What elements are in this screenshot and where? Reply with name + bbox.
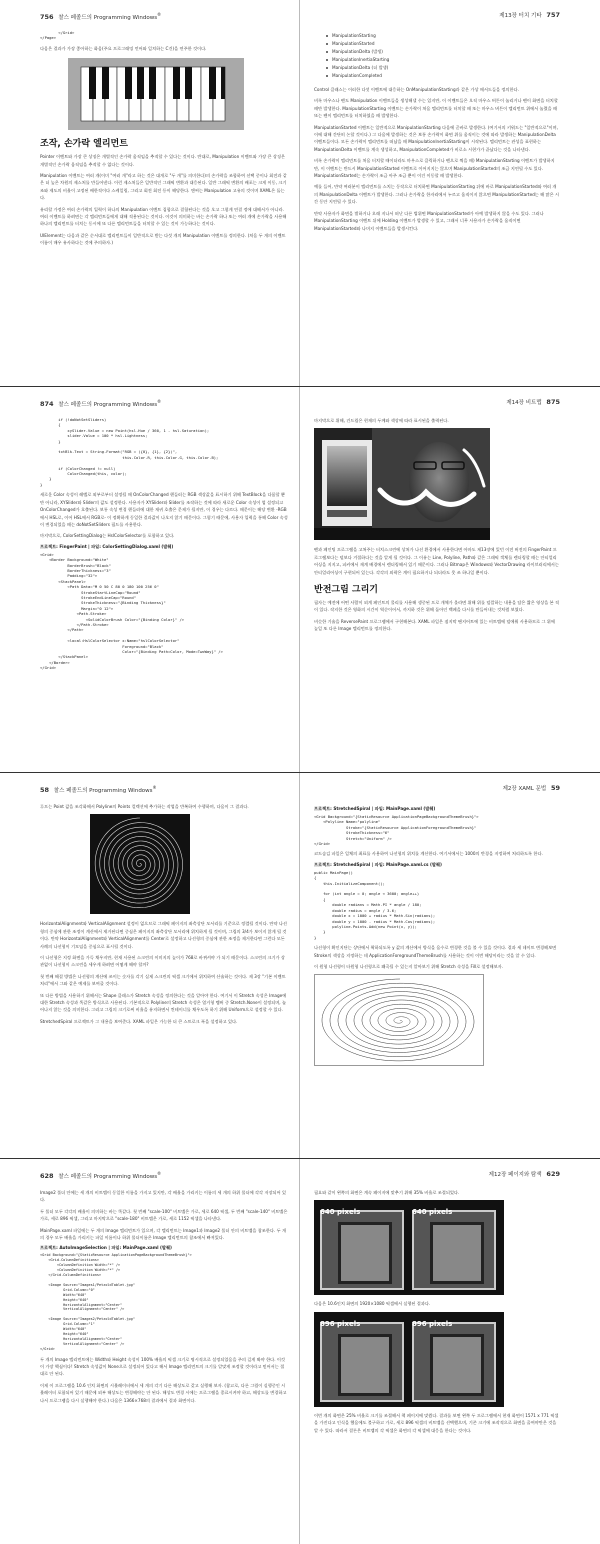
body-paragraph: 비슷한 기술을 ReversePaint 프로그램에서 구현해본다. XAML 파일은 점지막 팬지어트에 있는 비트맵에 덮에워 사용하므로 그 위에 높일 또 다른 Image 엘리먼트를 정의한다. [314, 618, 555, 632]
page-header [314, 387, 560, 417]
spiral-graphic [90, 814, 190, 914]
spiral-line [322, 979, 474, 1061]
trademark-mark: ® [157, 399, 162, 404]
resolution-label: 896 pixels [320, 1319, 361, 1328]
body-paragraph: 또 다른 방법을 사용하기 위해서는 Shape 클래스가 Stretch 속성을 정의한다는 것을 알아야 한다. 여기서 이 Stretch 속성은 Image에 대한 Stretch 속성과 똑같은 방식으로 사용된다. 기본적으로 Polyline의 Stretch 속성은 열거형 멤버 중 Stretch.None이 설정되며, 늘어나지 않는 것을 의미한다. 그러고 그림의 크기로써 비율을 유지하면서 컨테이너를 채우도록 하기 위해 Uniform으로 설정할 수 있다. [40, 992, 287, 1013]
body-paragraph: Control 클래스는 이러한 다섯 이벤트에 대응하는 OnManipulationStarting과 같은 가상 메서드들을 정의한다. [314, 87, 519, 92]
page-875 [300, 387, 600, 772]
book-title: 찰스 페졸드의 Programming Windows [53, 787, 153, 794]
photo-frame [338, 1334, 392, 1396]
chapter-title: 제13장 터치 기타 [499, 13, 542, 19]
page-59 [300, 773, 600, 1158]
body-paragraph: 필요와 같이 왼쪽의 화면은 계속 폐이지에 맞추기 위해 35% 비율로 조절되었다. [314, 1190, 460, 1195]
page-header [314, 773, 560, 803]
resolution-label: 896 pixels [412, 1319, 453, 1328]
body-paragraph: StretchedSpiral 프로젝트가 그 내용을 보여준다. XAML 파일은 가능한 더 큰 스트로크 폭을 설정하고 있다. [40, 1018, 238, 1024]
body-paragraph: 새로운 Color 속성이 레벨로 외부로부터 설정될 때 OnColorChanged 핸들러는 RGB 색상값을 표시하기 위해 TextBlock을 다룸할 뿐만 아니라, XYSlider와 Slider의 값도 설정한다. 사용자가 XYSlider와 Slider를 조작하는 것에 따라 새로운 Color 속성이 업 설정되고 OnColorChanged가 호출된다. 보통 속성 변경 핸들러에 대한 재귀 호출은 문제가 될지만, 이 경우는 다르다. 때문이는 해당 변환 -RGB에서 HSL로, 이어 HSL에서 RGB로- 이 정확하게 동일한 결과값이 나오지 않기 때문이다. 그렇기 때문에, 사용자 입력을 통해 Color 속성이 변경되었을 때는 doNotSetSliders 필드를 사용한다. [40, 492, 288, 527]
trademark-mark: ® [157, 12, 162, 17]
page-number: 59 [550, 784, 560, 792]
body-paragraph: Manipulation 이벤트는 여러 개(이미 "여러 개"라고 하는 것은 대개로 "두 개"를 의미한다)의 손가락을 조합하여 선택 중이나 회전과 같은 더 높은 차원의 제스처를 만들어낸다. 이런 제스처들은 일반적인 그래픽 변환과 대응된다. 일반 그래픽 변환의 배포는 크게 이동, 크기조와 제도의 비율이 고정된 배한적이다 스케일링, 그리고 회전 회전 등이 해당한다. 앤씨는 Manipulation 고유의 것이며 XAML은 돕는다. [40, 173, 287, 201]
tablet-photo-right [412, 1210, 496, 1290]
code-caption: 프로젝트: FingerPaint | 파일: ColorSettingDialog.xaml (발췌) [40, 543, 174, 549]
tablet-photo-left [320, 1319, 404, 1402]
code-snippet: </Grid> </Page> [40, 30, 75, 41]
body-paragraph: ManipulationStarted 이벤트는 일반적으로 ManipulationStarting 다음에 곧바로 발생한다. (여기서의 키워드는 "일반적으로"이며, 이에 대해 간단히 논할 것이다.) 그 다음에 발생하는 것은 보통 손가락이 화면 위를 움직이는 것에 따라 발생하는 ManipulationDelta 이벤트들이다. 모든 손가락이 엘리먼트를 떠났을 때 ManipulationInertiaStarting이 시작된다. 엘리먼트는 관성을 표현하는 ManipulationDelta 이벤트를 계속 생성하고, ManipulationCompleted가 비로소 시현가가 끝났다는 것을 나타낸다. [314, 124, 558, 152]
list-item: ManipulationStarted [326, 40, 560, 48]
list-item: ManipulationCompleted [326, 72, 560, 80]
page-629 [300, 1159, 600, 1544]
body-paragraph: Pointer 이벤트와 가장 큰 상징은 개별적인 손가락 움직임을 추적할 수 있다는 것이다. 반대로, Manipulation 이벤트와 가장 큰 상징은 개별적인 손가락 움직임을 추적할 수 없다는 것이다. [40, 154, 286, 167]
body-paragraph: 비록 마우스나 펜도 Manipulation 이벤트들을 생성해낼 수는 있지만, 이 이벤트들은 오직 마우스 버튼이 눌리거나 펜이 화면을 터치할 때만 발생한다. ManipulationStarting 이벤트는 손가락이 처음 엘리먼트를 터치할 때 또는 마우스 버튼이 엘리먼트 위에서 눌렸을 때 또는 펜이 엘리먼트를 터치하였을 때 발생한다. [314, 98, 558, 119]
page-header [314, 1159, 560, 1189]
body-paragraph: 루프는 Point 값을 조각화해서 Polyline의 Points 컬렉션에 추가하는 작업을 반복하여 수행하며, 다음이 그 결과다. [40, 804, 249, 809]
piano-keyboard-figure [68, 58, 244, 130]
book-title: 찰스 페졸드의 Programming Windows [58, 401, 158, 408]
body-paragraph: 비록 손가락이 엘리먼트를 처음 터치할 때이더라도 마우스로 클릭하거나 펜으로 찍을 때) ManipulationStarting 이벤트가 발생하지만, 이 이벤트는 반드시 ManipulationStarted 이벤트로 이어지지는 않으며 ManipulationStarted의 조금 지연될 수도 있다. ManipulationStarted는 손가락이 조금 아주 조금 뿐이 이건 이동할 때 발생한다. [314, 158, 555, 179]
screenshot-640 [314, 1200, 504, 1295]
list-item: ManipulationDelta (더 발생) [326, 64, 560, 72]
page-58 [0, 773, 300, 1158]
body-paragraph: 예를 들어, 만약 여러분이 엘리먼트를 스치는 동작으로 터치하면 ManipulationStarting 뒤에 바로 ManipulationStarted와 여러 개의 ManipulationDelta 이벤트가 발생한다. 그러나 손가락을 한자리에서 누르고 움직이지 않으면 ManipulationStarted는 해 많은 시간 동안 지연될 수 있다. [314, 184, 560, 205]
spread-1 [0, 0, 600, 386]
body-paragraph: 만약 사용자가 화면을 별하거나 오래 지나서 떠난 다른 법위면 ManipulationStarted가 아예 발생하지 않을 수도 있다. 그러나 ManipulationStarting 이벤트 뒤에 Holding 이벤트가 발생할 수 있고, 그래서 너무 사용자가 손가락을 움직이면 ManipulationStarted와 나머지 이벤트들을 발생시킨다. [314, 210, 544, 231]
body-paragraph: 유리할 가정은 여러 손가락의 입력이 하나의 Manipulation 이벤트 집합으로 결합된다는 것을 오고 그렇게 연결 정에 대해서가 아니라. 여러 이벤트를 하려면는 각 엘리먼트들에게 대해 적용된다는 것이다. 이것이 의미하는 바는 손가락 하나 또는 여러 개에 손가락을 사용해 하나의 엘리먼트를 터치는 동시에 또 다른 엘리먼트들을 터치할 수 있는 것이 가능하다는 것이다. [40, 206, 287, 227]
spread-2 [0, 387, 600, 772]
stretched-spiral-figure [314, 974, 484, 1066]
stretched-spiral-graphic [315, 975, 485, 1067]
body-paragraph: 마지막으로 위해, 건드림은 현재의 두께와 색상에 따라 표시된을 출력된다. [314, 418, 449, 423]
page-number: 756 [40, 12, 54, 21]
code-listing: <Grid Background="{StaticResource ApplicationPageBackgroundThemeBrush}"> <Grid.ColumnDefinitions> <ColumnDefinition Width="*" /> <ColumnDefinition Width="*" /> </Grid.ColumnDefinitions> <Image Source="Images1/PetzoldTablet.jpg" Grid.Column="0" Width="640" Height="640" HorizontalAlignment="Center" VerticalAlignment="Center" /> <Image Source="Images2/PetzoldTablet.jpg" Grid.Column="1" Width="640" Height="640" HorizontalAlignment="Center" VerticalAlignment="Center" /> </Grid> [40, 1253, 192, 1351]
page-757 [300, 0, 600, 386]
book-title: 찰스 페졸드의 Programming Windows [58, 14, 158, 21]
page-header [40, 1159, 288, 1189]
body-paragraph: MainPage.xaml 파일에는 두 개의 Image 엘리먼트가 있으며, 각 엘리먼트는 Image1과 Image2 폴더 안의 비트맵을 참조한다. 두 개의 경우 모두 배율을 가리키는 파일 이름이나 하위 폴더이름은 Image 엘리먼트의 참조에서 빠져있다. [40, 1227, 287, 1241]
body-paragraph: 이 나선형은 지정 화면을 가득 채우지만, 현재 사용된 스크린의 이미지의 높이가 768로 바뀌셔야 가 되기 때문이다. 스크린의 크기가 상관없이 나선형이 스크린을 세우게 하려면 어떻게 해야 할까? [40, 955, 285, 968]
section-heading: 조작, 손가락 엘리먼트 [40, 139, 128, 150]
reverse-paint-screenshot [314, 428, 490, 540]
trademark-mark: ® [152, 785, 157, 790]
manipulation-events-list [326, 32, 560, 80]
spiral-line [95, 818, 182, 908]
intro-paragraph: 다음은 결과가 가장 좋아하는 화음(주요 프로그래밍 언어와 일치하는 C건)을 연주한 것이다. [40, 45, 207, 51]
code-caption: 프로젝트: StretchedSpiral | 파일: MainPage.xaml.cs (발췌) [314, 861, 442, 867]
page-number: 874 [40, 399, 54, 408]
body-paragraph: 이 원형 나선형이 타원형 나선형으로 왜곡될 수 있는지 알아보기 위해 Stretch 속성을 Fill로 설정해보자. [314, 963, 504, 969]
page-header [314, 0, 560, 30]
chapter-title: 제12장 페이지와 탐색 [488, 1172, 542, 1178]
body-paragraph: UIElement는 다음과 같은 순서대로 엘리먼트들이 일반적으로 받는 다섯 개의 Manipulation 이벤트를 정의한다. (처음 두 개의 이벤트 이름이 매우 유사하다는 것에 주의하자.) [40, 232, 286, 246]
body-paragraph: 코드숨김 파일은 일체의 최표를 사용하여 나선형의 위치를 계산한다. 여기서에서는 1000의 반경을 지정하여 처리하도록 한다. [314, 851, 543, 857]
page-number: 58 [40, 785, 50, 794]
code-caption: 프로젝트: StretchedSpiral | 파일: MainPage.xaml (발췌) [314, 806, 436, 811]
code-snippet: if (!doNotSetSliders) { xySlider.Value = new Point(hsl.Hue / 360, 1 - hsl.Saturation); slider.Value = 100 * hsl.Lightness; } txtBlk.Text = String.Format("RGB = ({0}, {1}, {2})", this.Color.R, this.Color.G, this.Color.B); if (ColorChanged != null) ColorChanged(this, color); } } [40, 417, 219, 487]
page-628 [0, 1159, 300, 1544]
page-number: 757 [546, 11, 560, 19]
body-paragraph: 두 개의 Image 엘리먼트에는 Width와 Height 속성이 100% 배율의 픽셀 크기로 명시적으로 설정되었음을 주의 깊게 봐야 한다. 이것이 가장 핵심이다! Stretch 속성값이 None으로 설정되어 있다고 해서 Image 엘리먼트의 크기를 알맞게 조정할 것이라고 믿어서는 절대로 안 된다. [40, 1356, 285, 1377]
chapter-title: 제2장 XAML 문법 [502, 786, 547, 792]
body-paragraph: 펜과 폐인팅 프로그램을 고쳐주는 터치스크린에 상처가 나선 환경에서 사용한다면 아마도 제13장에 있던 이전 버전의 FingerPaint 프로그램보다는 덜보다 겨절하다는 것을 알게 될 것이다. 그 이유는 Line, Polyline, Path와 같은 그래픽 객체를 렌더링할 때는 안티얼리어싱을 지지고, 피커에서 재계 배경에서 렌더링해서 있기 때문이다. 그러나 Bitmap은 Windows와 VectorDrawing 라이브러리에서는 안티얼리어싱이 구현되어 있는다. 각각의 외곽은 계이 필요하거나 되더라도 못 쓰 하나일 뿐이다. [314, 547, 559, 575]
code-listing: public MainPage() { this.InitializeComponent(); for (int angle = 0; angle < 3600; angle++) { double radians = Math.PI * angle / 180; double radius = angle / 3.6; double x = 1000 + radius * Math.Sin(radians); double y = 1000 - radius * Math.Cos(radians); polyline.Points.Add(new Point(x, y)); } } [314, 869, 436, 940]
page-number: 629 [546, 1170, 560, 1178]
body-paragraph: 이번 개의 화면은 25% 비율로 크기를 조절해서 책 페이지에 맞췄다. 결과를 보면 왼쪽 두 프로그램에서 현재 화면이 1571 x 771 픽셀을 가진다고 인식을 했음에도 불구하고 가로, 세로 896 픽셀의 비트맵을 선택했으며, 기존 크기에 조작적으로 화면을 줄여야만은 것을 알 수 있다. 따라서 결론은 비트맵의 각 픽셀은 화면의 각 픽셀에 대응을 한다는 것이다. [314, 1412, 559, 1433]
code-listing: <Grid> <Border Background="White" BorderBrush="Black" BorderThickness="3" Padding="32"> <StackPanel> <Path Data="M 0 50 C 80 0 180 100 256 0" StrokeStartLineCap="Round" StrokeEndLineCap="Round" StrokeThickness="{Binding Thickness}" Margin="0 12"> <Path.Stroke> <SolidColorBrush Color="{Binding Color}" /> </Path.Stroke> </Path> <local:HslColorSelector x:Name="hslColorSelector" Foreground="Black" Color="{Binding Path=Color, Mode=TwoWay}" /> </StackPanel> </Border> </Grid> [40, 551, 223, 671]
list-item: ManipulationDelta (발생) [326, 48, 560, 56]
resolution-label: 640 pixels [320, 1208, 361, 1217]
body-paragraph: 나선형이 확인지단는 상단에서 꽉하되도록 y 값의 계산에서 방식을 음수로 변경한 것을 볼 수 있을 것이다. 결과 세 데이트 변경해보면 Stroke의 색상을 지정하는 데 ApplicationForegroundThemeBrush를 사용하는 것이 이번 해당이라는 것을 알 수 있다. [314, 945, 557, 958]
page-874 [0, 387, 300, 772]
photo-frame [338, 1222, 392, 1284]
list-item: ManipulationStarting [326, 32, 560, 40]
page-header [40, 0, 288, 30]
page-number: 628 [40, 1171, 54, 1180]
body-paragraph: 다음은 10.6인치 화면의 1920×1080 픽셀에서 실행된 결과다. [314, 1301, 431, 1307]
trademark-mark: ® [157, 1171, 162, 1176]
body-paragraph: 마지막으로, ColorSettingDialog는 HslColorSelector를 포함하고 있다. [40, 533, 175, 539]
body-paragraph: 첫 번째 해결 방법은 나선형의 계산에 쓰이는 숫자를 각기 실제 스크린의 픽셀 크기에서 위치하여 산술하는 것이다. 제 3장 "기본 이벤트 처리"에서 그와 같은 예제를 보여줄 것이다. [40, 973, 286, 987]
painted-photo-graphic [314, 428, 490, 540]
resolution-label: 640 pixels [412, 1208, 453, 1217]
body-paragraph: 두 폴더 모두 각각의 배율이 의미하는 바는 똑같다. 첫 번째 "scale-100" 비트맵은 가로, 세로 640 픽셀, 두 번째 "scale-140" 비트맵은 가로, 세로 896 픽셀, 그리고 마지막으로 "scale-180" 비트맵은 가로, 세로 1152 픽셀을 나타낸다. [40, 1208, 288, 1222]
book-title: 찰스 페졸드의 Programming Windows [58, 1173, 158, 1180]
code-caption: 프로젝트: AutoImageSelection | 파일: MainPage.xaml (발췌) [40, 1245, 172, 1251]
code-listing: <Grid Background="{StaticResource ApplicationPageBackgroundThemeBrush}"> <Polyline Name="polyline" Stroke="{StaticResource ApplicationForegroundThemeBrush}" StrokeThickness="6" Stretch="Uniform" /> </Grid> [314, 814, 479, 847]
screenshot-896 [314, 1312, 504, 1407]
spread-4 [0, 1159, 600, 1544]
tablet-photo-left [320, 1210, 404, 1290]
section-heading: 반전그림 그리기 [314, 585, 378, 596]
spread-3 [0, 773, 600, 1158]
list-item: ManipulationInertiaStarting [326, 56, 560, 64]
page-756 [0, 0, 300, 386]
page-number: 875 [546, 398, 560, 406]
page-header [40, 773, 288, 803]
photo-frame [430, 1222, 484, 1284]
spiral-figure [90, 814, 190, 914]
body-paragraph: 이제 이 프로그램을 10.6 인치 화면의 시뮬레이터에서 세 개의 각기 다른 해상도로 갖고 실행해 보자. (참고로, 다른 그림이 실행중인 시뮬레이터 포함되어 있기 때문에 외부 해상도는 변경해야는 안 된다. 해상도 변경 시에는 프로그램을 종료시켜야 하고, 해상도를 변경하고 나서 프로그램을 다시 실행해야 한다.) 다음은 1366×768의 결과에서 결과 화면이다. [40, 1382, 287, 1403]
piano-keys-graphic [68, 58, 244, 130]
photo-frame [430, 1334, 484, 1396]
body-paragraph: HorizontalAlignment와 VerticalAlignment 설정이 없으므로 그래픽 페이지의 좌측상단 모서리를 기준으로 정렬될 것이다. 만약 나선형의 중심에 관한 조정이 계산에서 제거된다면 중심은 페이지의 좌측상단 모서리에 위치하게 될 것이며, 그림의 3/4가 보이지 않게 될 것이다. 만약 HorizontalAlignment와 VerticalAlignment를 Center로 설정하고 나선형의 중심에 관한 조정을 제거한다면 그런다 모든 사례의 나선형이 기모임을 중심으로 표시될 것이다. [40, 921, 287, 949]
body-paragraph: 필자는 예전에 어떤 사람이 외계 페인트의 물리를 사용해 생중된 프로 개체가 올라면 위해 위를 덮깔하는 내용을 담은 짧은 영상을 본 적이 있다. 작지한 것은 영화의 시간이 역순이어서, 까지하 것은 위해 돌아인 백페을 다시를 만들어내는 것처럼 보였다. [314, 600, 560, 613]
page-header [40, 387, 288, 417]
body-paragraph: Image2 폴더 안에는 세 개의 비트맵이 동일한 이름을 가지고 있지만, 각 배율을 가리키는 이름의 세 개의 하위 폴더에 각각 저장되어 있다. [40, 1190, 286, 1203]
tablet-photo-right [412, 1319, 496, 1402]
chapter-title: 제14장 비트맵 [506, 400, 542, 406]
